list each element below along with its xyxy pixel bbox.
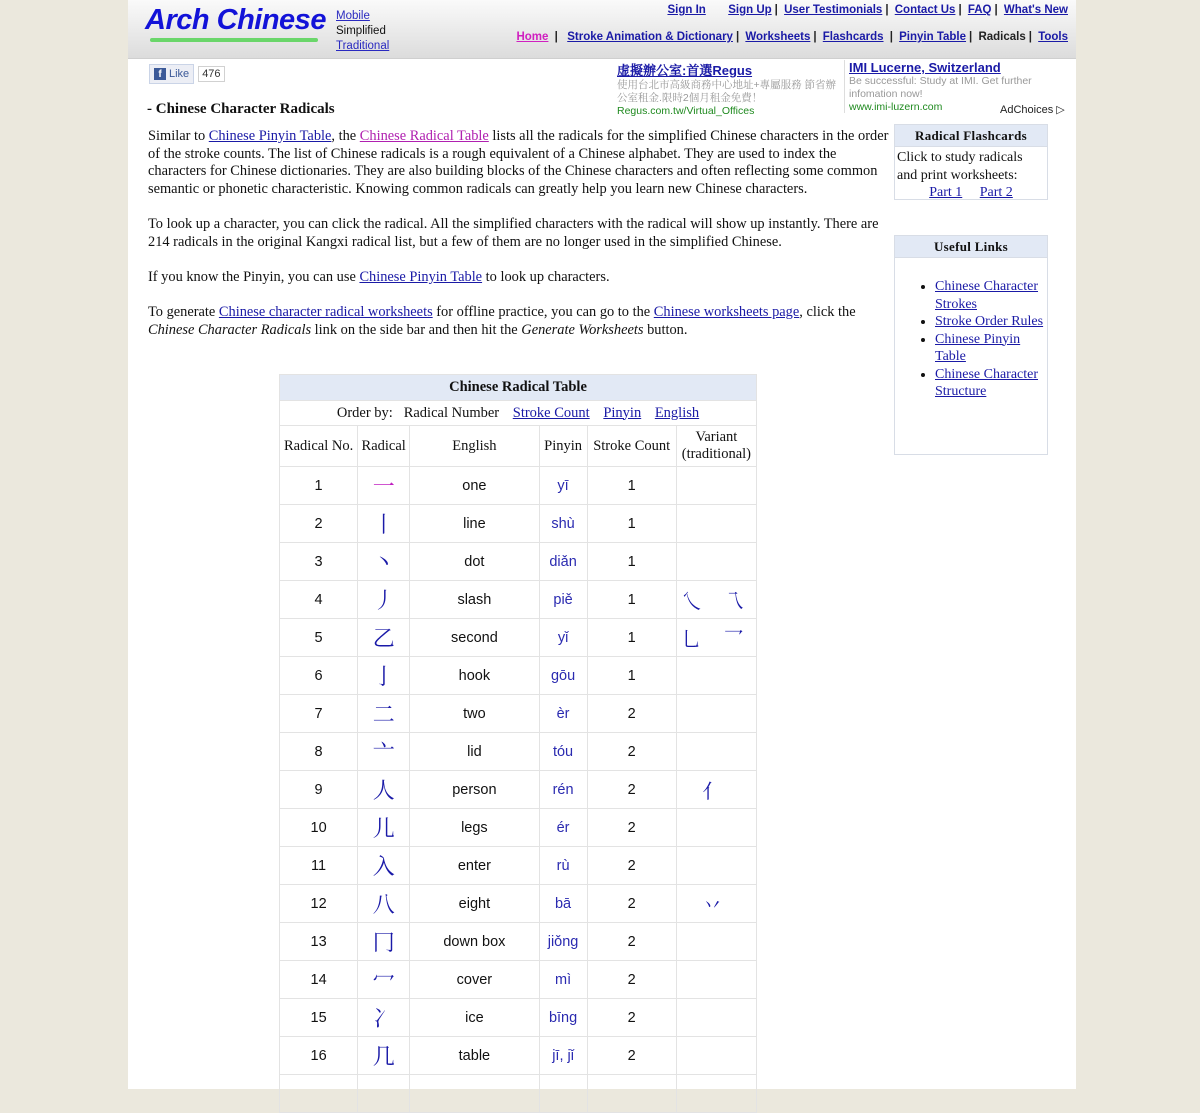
useful-link-character-strokes[interactable]: Chinese Character Strokes [935, 279, 1039, 312]
radical-link-cell [358, 695, 410, 733]
radical-link[interactable]: 亅 [372, 665, 395, 690]
radical-variant-cell [676, 809, 756, 847]
radical-number-cell: 10 [280, 809, 358, 847]
ad-url[interactable]: www.imi-luzern.com [849, 101, 943, 113]
useful-link-pinyin-table[interactable]: Chinese Pinyin Table [935, 331, 1021, 364]
text: If you know the Pinyin, you can use [148, 268, 360, 285]
radical-link[interactable]: 几 [372, 1045, 395, 1070]
emphasis: Chinese Character Radicals [148, 321, 312, 338]
radical-link-cell [358, 771, 410, 809]
nav-tools[interactable]: Tools [1038, 31, 1068, 43]
radical-english-cell: eight [410, 885, 539, 923]
empty-cell [539, 1075, 587, 1113]
list-item [935, 331, 1047, 366]
radical-link-cell [358, 505, 410, 543]
radical-variant-cell: 丷 [676, 885, 756, 923]
radical-stroke-count-cell: 2 [587, 923, 676, 961]
radical-variant-cell [676, 961, 756, 999]
table-row [280, 543, 757, 581]
order-by-pinyin[interactable]: Pinyin [603, 404, 642, 421]
radical-number-cell: 1 [280, 467, 358, 505]
radical-link-cell [358, 543, 410, 581]
useful-links-box [894, 235, 1048, 455]
like-count: 476 [198, 66, 224, 82]
contact-us-link[interactable]: Contact Us [894, 4, 956, 16]
radical-pinyin-cell: jī, jǐ [539, 1037, 587, 1075]
table-row [280, 1037, 757, 1075]
radical-english-cell: one [410, 467, 539, 505]
radical-link[interactable]: 一 [372, 475, 395, 500]
box-title: Useful Links [895, 236, 1047, 258]
like-label: Like [169, 68, 190, 80]
table-row [280, 505, 757, 543]
radical-variant-cell: 亻 [676, 771, 756, 809]
order-by-row [280, 401, 757, 426]
emphasis: Generate Worksheets [521, 321, 644, 338]
radical-stroke-count-cell: 2 [587, 999, 676, 1037]
box-text: Click to study radicals and print worksheets: [897, 150, 1023, 183]
radical-link-cell [358, 733, 410, 771]
box-title: Radical Flashcards [895, 125, 1047, 147]
radical-number-cell: 15 [280, 999, 358, 1037]
radical-pinyin-cell: yǐ [539, 619, 587, 657]
nav-worksheets[interactable]: Worksheets [745, 31, 811, 43]
radical-pinyin-cell: yī [539, 467, 587, 505]
list-item [935, 278, 1047, 313]
faq-link[interactable]: FAQ [967, 4, 992, 16]
radical-stroke-count-cell: 2 [587, 885, 676, 923]
site-header [128, 0, 1076, 59]
col-stroke-count: Stroke Count [587, 426, 676, 467]
radical-english-cell: line [410, 505, 539, 543]
radical-number-cell: 2 [280, 505, 358, 543]
radical-english-cell: down box [410, 923, 539, 961]
mobile-link[interactable]: Mobile [336, 10, 370, 22]
ad-text: Be successful: Study at IMI. Get further infomation now! [849, 75, 1032, 100]
radical-number-cell: 6 [280, 657, 358, 695]
radical-link[interactable]: 冂 [372, 931, 395, 956]
radical-stroke-count-cell: 2 [587, 771, 676, 809]
intro-paragraph-4 [148, 304, 890, 339]
radical-link-cell [358, 961, 410, 999]
radical-stroke-count-cell: 1 [587, 619, 676, 657]
flashcards-part-1-link[interactable]: Part 1 [929, 185, 963, 200]
nav-stroke-animation[interactable]: Stroke Animation & Dictionary [567, 31, 733, 43]
main-nav: Home | Stroke Animation & Dictionary | Worksheets | Flashcards | Pinyin Table | Radicals | Tools [516, 31, 1068, 43]
radical-pinyin-cell: rén [539, 771, 587, 809]
site-logo[interactable]: Arch Chinese [145, 4, 326, 36]
radical-number-cell: 12 [280, 885, 358, 923]
text: for offline practice, you can go to the [432, 303, 654, 320]
logo-underline [150, 38, 318, 42]
radical-link-cell [358, 847, 410, 885]
radical-pinyin-cell: piě [539, 581, 587, 619]
ad-title[interactable]: IMI Lucerne, Switzerland [849, 60, 1001, 75]
intro-paragraph-1 [148, 128, 890, 198]
radical-stroke-count-cell: 2 [587, 961, 676, 999]
radical-pinyin-cell: jiǒng [539, 923, 587, 961]
traditional-link[interactable]: Traditional [336, 40, 390, 52]
radical-english-cell: slash [410, 581, 539, 619]
radical-link[interactable]: 入 [372, 855, 395, 880]
radical-table-link[interactable]: Chinese Radical Table [359, 128, 489, 144]
radical-english-cell: lid [410, 733, 539, 771]
radical-variant-cell [676, 1037, 756, 1075]
radical-number-cell: 16 [280, 1037, 358, 1075]
radical-stroke-count-cell: 2 [587, 847, 676, 885]
radical-variant-cell [676, 733, 756, 771]
text: to look up characters. [482, 268, 610, 285]
radical-number-cell: 7 [280, 695, 358, 733]
radical-link-cell [358, 923, 410, 961]
radical-pinyin-cell: mì [539, 961, 587, 999]
order-by-english[interactable]: English [654, 404, 700, 421]
radical-pinyin-cell: diǎn [539, 543, 587, 581]
intro-paragraph-2: To look up a character, you can click the radical. All the simplified characters with the radical will show up instantly. There are 214 radicals in the original Kangxi radical list, but a few of them are no longer used in the simplified Chinese. [148, 215, 879, 250]
radical-english-cell: enter [410, 847, 539, 885]
radical-pinyin-cell: tóu [539, 733, 587, 771]
col-variant: Variant (traditional) [676, 426, 756, 467]
radical-stroke-count-cell: 1 [587, 657, 676, 695]
radical-number-cell: 11 [280, 847, 358, 885]
radical-number-cell: 4 [280, 581, 358, 619]
table-row [280, 581, 757, 619]
radical-link[interactable]: 丨 [372, 513, 395, 538]
radical-variant-cell [676, 467, 756, 505]
radical-stroke-count-cell: 2 [587, 695, 676, 733]
table-row [280, 733, 757, 771]
radical-link-cell [358, 581, 410, 619]
radical-link[interactable]: 儿 [372, 817, 395, 842]
text: lists all the radicals for the simplified Chinese characters in the order of the stroke counts. The list of Chinese radicals is a rough equivalent of a Chinese alphabet. They are used to index the characters for Chinese dictionaries. They are also building blocks of the Chinese characters and often reflecting some common semantic or phonetic characteristic. Knowing common radicals can greatly help you learn new Chinese characters. [148, 128, 889, 197]
radical-pinyin-cell: gōu [539, 657, 587, 695]
text: Similar to [148, 128, 209, 144]
empty-cell [280, 1075, 358, 1113]
useful-links-list [895, 278, 1047, 401]
facebook-icon: f [154, 68, 166, 80]
facebook-like [149, 64, 225, 84]
radical-variant-cell [676, 999, 756, 1037]
nav-pinyin-table[interactable]: Pinyin Table [899, 31, 967, 43]
radical-english-cell: cover [410, 961, 539, 999]
radical-number-cell: 13 [280, 923, 358, 961]
radical-variant-cell [676, 923, 756, 961]
facebook-like-button[interactable] [149, 64, 194, 84]
table-row [280, 847, 757, 885]
ad-url[interactable]: Regus.com.tw/Virtual_Offices [617, 105, 755, 117]
radical-english-cell: two [410, 695, 539, 733]
radical-variant-cell: 乀 乁 [676, 581, 756, 619]
worksheets-page-link[interactable]: Chinese worksheets page [653, 303, 800, 320]
intro-paragraph-3 [148, 269, 890, 287]
page-container [128, 0, 1076, 1089]
radical-link-cell [358, 1037, 410, 1075]
radical-link[interactable]: 丿 [372, 589, 395, 614]
radical-variant-cell [676, 505, 756, 543]
list-item [935, 366, 1047, 401]
radical-link[interactable]: 冖 [372, 969, 395, 994]
table-header-row [280, 426, 757, 467]
radical-stroke-count-cell: 2 [587, 809, 676, 847]
radical-link-cell [358, 467, 410, 505]
order-by-stroke-count[interactable]: Stroke Count [512, 404, 590, 421]
sign-in-link[interactable]: Sign In [667, 4, 706, 16]
radical-link-cell [358, 657, 410, 695]
empty-cell [358, 1075, 410, 1113]
radical-stroke-count-cell: 1 [587, 581, 676, 619]
intro-content [148, 128, 890, 357]
text: , click the [799, 303, 856, 320]
radical-link-cell [358, 619, 410, 657]
list-item [935, 313, 1047, 331]
radical-stroke-count-cell: 1 [587, 505, 676, 543]
col-pinyin: Pinyin [539, 426, 587, 467]
radical-variant-cell [676, 543, 756, 581]
ad-title[interactable]: 虚擬辦公室:首選Regus [617, 63, 753, 78]
radical-pinyin-cell: bīng [539, 999, 587, 1037]
radical-table [279, 374, 757, 1113]
radical-variant-cell [676, 695, 756, 733]
radical-link-cell [358, 885, 410, 923]
radical-link[interactable]: 八 [372, 893, 395, 918]
radical-link[interactable]: 丶 [372, 551, 395, 576]
radical-pinyin-cell: ér [539, 809, 587, 847]
nav-flashcards[interactable]: Flashcards [822, 31, 884, 43]
radical-link-cell [358, 809, 410, 847]
table-row [280, 961, 757, 999]
pinyin-table-link-2[interactable]: Chinese Pinyin Table [359, 268, 483, 285]
radical-link[interactable]: 亠 [372, 741, 395, 766]
radical-link[interactable]: 冫 [372, 1007, 395, 1032]
radical-english-cell: hook [410, 657, 539, 695]
radical-number-cell: 8 [280, 733, 358, 771]
radical-english-cell: legs [410, 809, 539, 847]
text: link on the side bar and then hit the [311, 321, 522, 338]
radical-number-cell: 14 [280, 961, 358, 999]
empty-cell [587, 1075, 676, 1113]
table-row [280, 923, 757, 961]
radical-stroke-count-cell: 1 [587, 467, 676, 505]
radical-variant-cell [676, 657, 756, 695]
radical-flashcards-box [894, 124, 1048, 200]
radical-link-cell [358, 999, 410, 1037]
radical-pinyin-cell: rù [539, 847, 587, 885]
table-row [280, 999, 757, 1037]
table-row [280, 809, 757, 847]
radical-number-cell: 9 [280, 771, 358, 809]
radical-link[interactable]: 乙 [372, 627, 395, 652]
text: , the [331, 128, 360, 144]
empty-cell [676, 1075, 756, 1113]
empty-cell [410, 1075, 539, 1113]
testimonials-link[interactable]: User Testimonials [784, 4, 883, 16]
adchoices-link[interactable]: AdChoices ▷ [1000, 104, 1065, 116]
sign-up-link[interactable]: Sign Up [728, 4, 772, 16]
text: To generate [148, 303, 219, 320]
radical-english-cell: table [410, 1037, 539, 1075]
radical-pinyin-cell: bā [539, 885, 587, 923]
radical-link[interactable]: 二 [372, 703, 395, 728]
radical-number-cell: 3 [280, 543, 358, 581]
flashcards-part-2-link[interactable]: Part 2 [979, 185, 1013, 200]
table-row-partial [280, 1075, 757, 1113]
table-row [280, 771, 757, 809]
pinyin-table-link[interactable]: Chinese Pinyin Table [208, 128, 332, 144]
version-links [336, 9, 389, 54]
radical-stroke-count-cell: 2 [587, 733, 676, 771]
table-row [280, 467, 757, 505]
radical-worksheets-link[interactable]: Chinese character radical worksheets [218, 303, 433, 320]
radical-number-cell: 5 [280, 619, 358, 657]
page-title: - Chinese Character Radicals [147, 101, 335, 117]
radical-pinyin-cell: èr [539, 695, 587, 733]
ad-regus[interactable] [617, 60, 841, 117]
radical-link[interactable]: 人 [372, 779, 395, 804]
table-caption: Chinese Radical Table [280, 375, 757, 401]
simplified-label: Simplified [336, 25, 386, 37]
ad-text: 使用台北市高級商務中心地址+專屬服務 節省辦公室租金.限時2個月租金免費！ [617, 79, 837, 104]
useful-link-character-structure[interactable]: Chinese Character Structure [935, 366, 1039, 399]
order-current: Radical Number [403, 404, 500, 421]
nav-radicals-current: Radicals [978, 31, 1026, 43]
radical-stroke-count-cell: 1 [587, 543, 676, 581]
radical-english-cell: person [410, 771, 539, 809]
table-row [280, 885, 757, 923]
table-row [280, 619, 757, 657]
radical-pinyin-cell: shù [539, 505, 587, 543]
radical-english-cell: second [410, 619, 539, 657]
nav-home[interactable]: Home [516, 31, 549, 43]
radical-variant-cell: 乚 乛 [676, 619, 756, 657]
account-links: Sign In Sign Up | User Testimonials | Contact Us | FAQ | What's New [667, 4, 1068, 16]
radical-stroke-count-cell: 2 [587, 1037, 676, 1075]
radical-english-cell: ice [410, 999, 539, 1037]
radical-variant-cell [676, 847, 756, 885]
whats-new-link[interactable]: What's New [1003, 4, 1068, 16]
col-radical-no: Radical No. [280, 426, 358, 467]
radical-english-cell: dot [410, 543, 539, 581]
useful-link-stroke-order-rules[interactable]: Stroke Order Rules [935, 314, 1044, 329]
order-by-label: Order by: [336, 404, 393, 421]
col-english: English [410, 426, 539, 467]
table-row [280, 695, 757, 733]
text: button. [643, 321, 688, 338]
table-row [280, 657, 757, 695]
col-radical: Radical [358, 426, 410, 467]
